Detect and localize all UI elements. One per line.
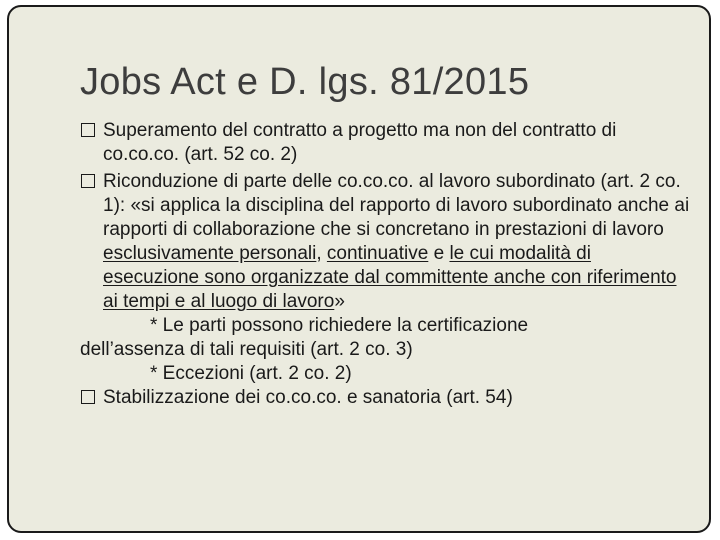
note-text: * Le parti possono richiedere la certificazione bbox=[150, 315, 529, 336]
slide bbox=[7, 5, 711, 533]
bullet-item bbox=[80, 386, 692, 410]
bullet-text: Riconduzione di parte delle co.co.co. al lavoro subordinato (art. 2 co. 1): «si applica la disciplina del rapporto di lavoro subordinato anche ai rapporti di collaborazione che si concretano in prestazioni di lavoro bbox=[103, 171, 690, 240]
underlined-phrase: esclusivamente personali bbox=[103, 243, 317, 264]
note-line bbox=[80, 362, 692, 386]
note-text: dell’assenza di tali requisiti (art. 2 co. 3) bbox=[80, 339, 413, 360]
bullet-text: Stabilizzazione dei co.co.co. e sanatoria (art. 54) bbox=[103, 387, 513, 408]
square-bullet-icon bbox=[81, 123, 95, 137]
slide-body bbox=[80, 119, 692, 410]
separator-text: , bbox=[316, 243, 327, 264]
note-line bbox=[80, 314, 692, 338]
slide-title: Jobs Act e D. lgs. 81/2015 bbox=[80, 61, 530, 103]
bullet-item bbox=[80, 170, 692, 314]
closing-quote: » bbox=[334, 291, 345, 312]
separator-text: e bbox=[428, 243, 450, 264]
note-line bbox=[80, 338, 692, 362]
underlined-phrase: continuative bbox=[326, 243, 429, 264]
bullet-text: Superamento del contratto a progetto ma non del contratto di co.co.co. (art. 52 co. 2) bbox=[103, 120, 617, 165]
note-text: * Eccezioni (art. 2 co. 2) bbox=[150, 363, 352, 384]
underlined-phrase: le cui modalità di esecuzione sono organizzate dal committente anche con riferimento ai tempi e al luogo di lavoro bbox=[103, 243, 677, 312]
square-bullet-icon bbox=[81, 390, 95, 404]
bullet-item bbox=[80, 119, 692, 167]
square-bullet-icon bbox=[81, 174, 95, 188]
